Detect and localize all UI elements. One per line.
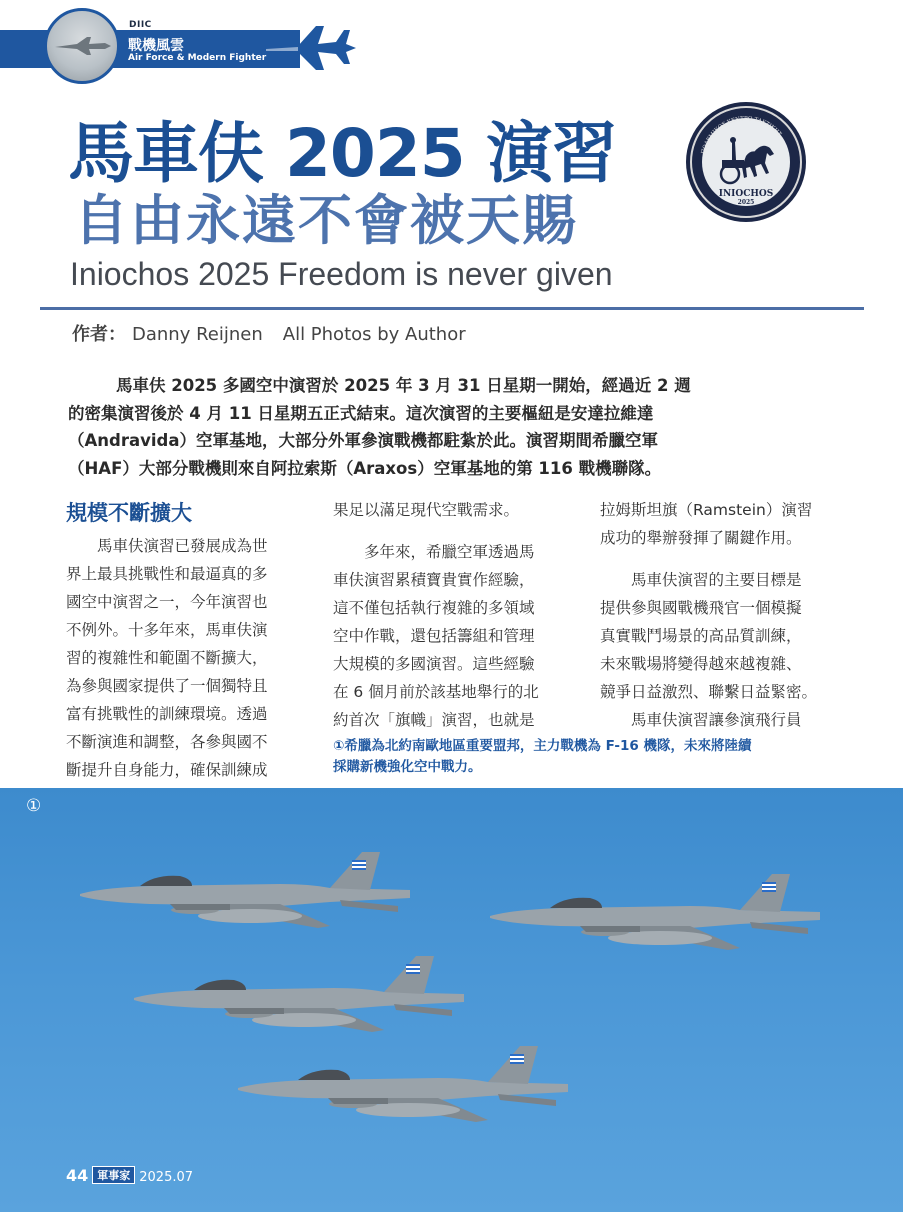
header-jet-photo	[44, 8, 120, 84]
body-line: 習的複雜性和範圍不斷擴大，	[66, 649, 268, 667]
f16-jet-1	[80, 852, 410, 928]
magazine-name: 軍事家	[92, 1166, 135, 1184]
title-divider	[40, 307, 864, 310]
section-title-cn: 戰機風雲	[128, 38, 184, 54]
body-line: 馬車伕演習的主要目標是	[600, 571, 802, 589]
iniochos-emblem	[684, 100, 808, 224]
section-heading: 規模不斷擴大	[66, 501, 192, 525]
body-line: 大規模的多國演習。這些經驗	[333, 655, 535, 673]
page-footer	[66, 1166, 193, 1186]
f16-jet-2	[490, 874, 820, 950]
body-line: 不例外。十多年來，馬車伕演	[66, 621, 268, 639]
body-line: 這不僅包括執行複雜的多領域	[333, 599, 535, 617]
body-line: 真實戰鬥場景的高品質訓練，	[600, 627, 802, 645]
fighter-jet-icon	[258, 16, 358, 78]
body-column-3	[600, 496, 840, 734]
body-line: 果足以滿足現代空戰需求。	[333, 501, 520, 519]
body-line: 斷提升自身能力，確保訓練成	[66, 761, 268, 779]
byline-author: Danny Reijnen	[132, 324, 263, 345]
body-column-1	[66, 532, 306, 784]
body-line: 競爭日益激烈、聯繫日益緊密。	[600, 683, 818, 701]
emblem-name: INIOCHOS	[718, 189, 774, 199]
header-diic: DIIC	[129, 20, 152, 30]
body-line: 界上最具挑戰性和最逼真的多	[66, 565, 268, 583]
photo-number: ①	[26, 796, 42, 816]
title-english: Iniochos 2025 Freedom is never given	[70, 256, 613, 292]
body-line: 拉姆斯坦旗（Ramstein）演習	[600, 501, 813, 519]
page-number: 44	[66, 1166, 89, 1185]
byline-photos: All Photos by Author	[282, 324, 466, 345]
body-line: 不斷演進和調整，各參與國不	[66, 733, 268, 751]
body-column-2	[333, 496, 573, 734]
intro-line: （Andravida）空軍基地，大部分外軍參演戰機都駐紮於此。演習期間希臘空軍	[68, 431, 658, 450]
intro-paragraph	[68, 372, 814, 482]
caption-line: ①希臘為北約南歐地區重要盟邦，主力戰機為 F-16 機隊，未來將陸續	[333, 738, 752, 754]
section-title-en: Air Force & Modern Fighter	[128, 53, 267, 63]
jet-thumbnail-icon	[53, 33, 113, 59]
intro-line: 馬車伕 2025 多國空中演習於 2025 年 3 月 31 日星期一開始，經過近 2 週	[116, 376, 691, 395]
byline-label: 作者：	[72, 324, 126, 345]
intro-line: 的密集演習後於 4 月 11 日星期五正式結束。這次演習的主要樞紐是安達拉維達	[68, 403, 654, 423]
body-line: 車伕演習累積寶貴實作經驗，	[333, 571, 535, 589]
body-line: 提供參與國戰機飛官一個模擬	[600, 599, 802, 617]
f16-jet-3	[134, 956, 464, 1032]
f16-jet-4	[238, 1046, 568, 1122]
photo-caption	[333, 736, 853, 778]
body-line: 未來戰場將變得越來越複雜、	[600, 655, 802, 673]
f16-formation-photo	[0, 788, 903, 1212]
body-line	[333, 524, 573, 538]
f16-jets-illustration	[0, 788, 903, 1212]
body-line: 在 6 個月前於該基地舉行的北	[333, 683, 539, 701]
body-line: 約首次「旗幟」演習，也就是	[333, 711, 535, 729]
byline	[72, 320, 466, 346]
title-main: 馬車伕 2025 演習	[68, 115, 617, 192]
body-line: 馬車伕演習已發展成為世	[66, 537, 268, 555]
title-subtitle: 自由永遠不會被天賜	[74, 189, 578, 252]
body-line: 空中作戰，還包括籌組和管理	[333, 627, 535, 645]
body-line: 富有挑戰性的訓練環境。透過	[66, 705, 268, 723]
body-line: 國空中演習之一，今年演習也	[66, 593, 268, 611]
body-line: 為參與國家提供了一個獨特且	[66, 677, 268, 695]
body-line	[600, 552, 840, 566]
body-line: 多年來，希臘空軍透過馬	[333, 543, 535, 561]
body-line: 成功的舉辦發揮了關鍵作用。	[600, 529, 802, 547]
emblem-ring-text: ΠΟΛΕΜΙΚΟΣ ΚΕΝΤΡΟ ΤΑΚΤΙΚΗΣ	[700, 115, 783, 155]
issue-date: 2025.07	[139, 1170, 194, 1185]
intro-line: （HAF）大部分戰機則來自阿拉索斯（Araxos）空軍基地的第 116 戰機聯隊。	[68, 458, 662, 478]
body-line: 馬車伕演習讓參演飛行員	[600, 711, 802, 729]
caption-line: 採購新機強化空中戰力。	[333, 759, 482, 775]
emblem-year: 2025	[737, 199, 755, 206]
